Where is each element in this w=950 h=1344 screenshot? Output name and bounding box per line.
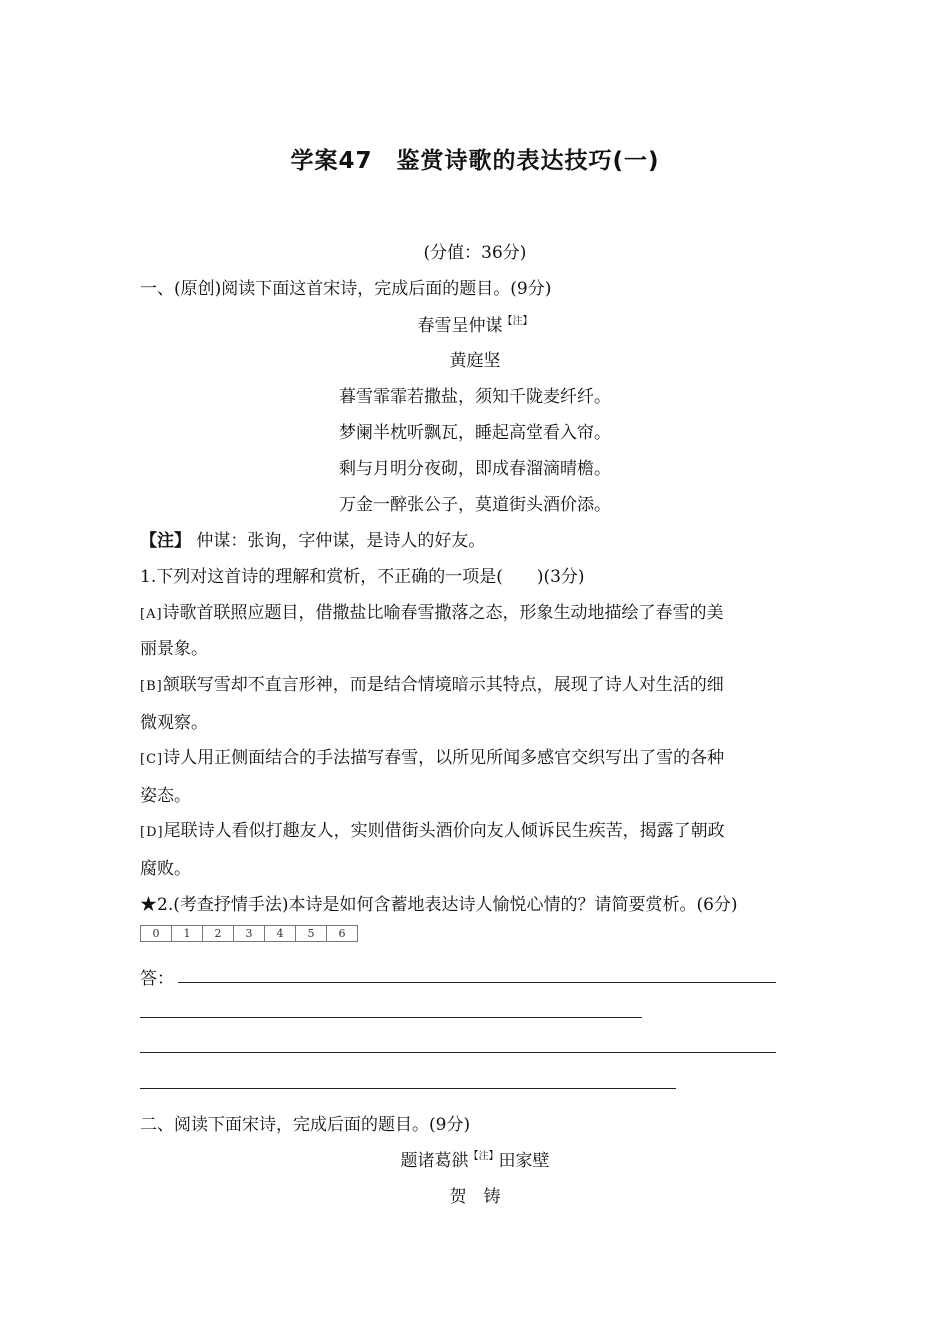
q2-stem: ★2.(考查抒情手法)本诗是如何含蓄地表达诗人愉悦心情的？请简要赏析。(6分) <box>140 895 738 915</box>
score-cell[interactable]: 1 <box>172 926 203 941</box>
section1-heading: 一、(原创)阅读下面这首宋诗，完成后面的题目。(9分) <box>140 279 552 299</box>
q1-option-d-cont: 腐败。 <box>140 859 191 879</box>
q1-option-c-cont: 姿态。 <box>140 786 191 806</box>
option-text: 诗人用正侧面结合的手法描写春雪，以所见所闻多感官交织写出了雪的各种 <box>163 748 725 768</box>
section2-heading: 二、阅读下面宋诗，完成后面的题目。(9分) <box>140 1115 471 1135</box>
score-cell[interactable]: 0 <box>141 926 172 941</box>
score-cell[interactable]: 4 <box>265 926 296 941</box>
score-note: (分值：36分) <box>423 243 527 263</box>
option-label: [B] <box>140 679 163 694</box>
option-label: [A] <box>140 607 163 622</box>
score-cell[interactable]: 5 <box>296 926 327 941</box>
option-text: 诗歌首联照应题目，借撒盐比喻春雪撒落之态，形象生动地描绘了春雪的美 <box>162 603 724 623</box>
score-cell[interactable]: 3 <box>234 926 265 941</box>
answer-line[interactable] <box>178 982 776 983</box>
poem2-title <box>0 1146 950 1171</box>
option-label: [C] <box>140 752 164 767</box>
q1-option-a <box>140 598 724 623</box>
answer-label: 答： <box>140 969 174 989</box>
answer-line[interactable] <box>140 1088 676 1089</box>
poem2-note-mark: 【注】 <box>468 1151 499 1162</box>
poem1-title-text: 春雪呈仲谋 <box>417 316 503 336</box>
poem1-line: 暮雪霏霏若撒盐，须知千陇麦纤纤。 <box>339 387 611 407</box>
note-label: 【注】 <box>140 531 191 551</box>
option-text: 尾联诗人看似打趣友人，实则借街头酒价向友人倾诉民生疾苦，揭露了朝政 <box>163 821 725 841</box>
answer-line[interactable] <box>140 1052 776 1053</box>
poem1-note-mark: 【注】 <box>502 316 533 327</box>
score-cell[interactable]: 2 <box>203 926 234 941</box>
poem1-title <box>0 311 950 336</box>
poem2-title-b: 田家壁 <box>498 1151 550 1171</box>
poem2-author: 贺 铸 <box>449 1187 501 1207</box>
q1-stem: 1.下列对这首诗的理解和赏析，不正确的一项是( )(3分) <box>140 567 585 587</box>
poem1-author: 黄庭坚 <box>449 351 501 371</box>
q1-option-b-cont: 微观察。 <box>140 713 208 733</box>
q1-option-d <box>140 816 725 841</box>
poem1-line: 万金一醉张公子，莫道街头酒价添。 <box>339 495 611 515</box>
option-text: 颔联写雪却不直言形神，而是结合情境暗示其特点，展现了诗人对生活的细 <box>162 675 724 695</box>
page-title: 学案47 鉴赏诗歌的表达技巧(一) <box>290 148 660 174</box>
score-scale <box>140 925 358 942</box>
q1-option-b <box>140 670 724 695</box>
poem2-title-a: 题诸葛谼 <box>400 1151 469 1171</box>
q1-option-a-cont: 丽景象。 <box>140 639 208 659</box>
poem1-line: 剩与月明分夜砌，即成春溜滴晴檐。 <box>339 459 611 479</box>
score-cell[interactable]: 6 <box>338 927 346 940</box>
poem1-note <box>140 526 485 551</box>
option-label: [D] <box>140 825 164 840</box>
note-text: 仲谋：张询，字仲谋，是诗人的好友。 <box>196 531 486 551</box>
q1-option-c <box>140 743 724 768</box>
poem1-line: 梦阑半枕听飘瓦，睡起高堂看入帘。 <box>339 423 611 443</box>
answer-line[interactable] <box>140 1017 642 1018</box>
